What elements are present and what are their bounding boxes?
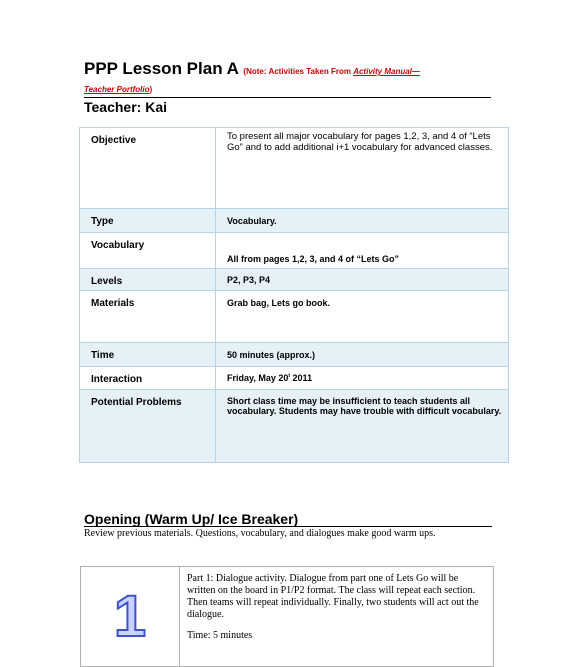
table-row (80, 209, 509, 233)
note-link: Activity Manual— (353, 67, 420, 76)
title-rule (84, 97, 491, 98)
page-title: PPP Lesson Plan A (84, 59, 239, 78)
lesson-plan-table (79, 127, 509, 463)
row-value: To present all major vocabulary for pages 1,2, 3, and 4 of “Lets Go” and to add additional i+1 vocabulary for advanced classes. (216, 128, 509, 209)
activity-description-cell (180, 567, 494, 667)
date-year: 2011 (290, 373, 313, 383)
note-suffix: ) (149, 85, 153, 94)
note-prefix: (Note: Activities Taken From (243, 67, 354, 76)
table-row (81, 567, 494, 667)
row-label: Materials (80, 291, 216, 343)
row-value: Short class time may be insufficient to teach students all vocabulary. Students may have trouble with difficult vocabulary. (216, 390, 509, 463)
activity-table (80, 566, 494, 667)
table-row (80, 291, 509, 343)
table-row (80, 128, 509, 209)
table-row (80, 390, 509, 463)
row-label: Potential Problems (80, 390, 216, 463)
row-value: Grab bag, Lets go book. (216, 291, 509, 343)
row-value: All from pages 1,2, 3, and 4 of “Lets Go” (216, 233, 509, 269)
opening-heading: Opening (Warm Up/ Ice Breaker) (84, 511, 299, 527)
table-row (80, 269, 509, 291)
note-italic: Teacher Portfolio (84, 85, 150, 94)
date-text: Friday, May 20 (227, 373, 289, 383)
title-line (84, 59, 494, 97)
activity-number-cell (81, 567, 180, 667)
opening-review: Review previous materials. Questions, vocabulary, and dialogues make good warm ups. (84, 528, 436, 539)
row-label: Interaction (80, 367, 216, 390)
opening-rule (84, 526, 492, 527)
row-label: Vocabulary (80, 233, 216, 269)
teacher-heading: Teacher: Kai (84, 99, 167, 115)
row-value: P2, P3, P4 (216, 269, 509, 291)
row-label: Levels (80, 269, 216, 291)
table-row (80, 367, 509, 390)
activity-description: Part 1: Dialogue activity. Dialogue from part one of Lets Go will be written on the board in P1/P2 format. The class will repeat each section. Then teams will repeat individually. Finally, two students will act out the dialogue. (187, 573, 479, 620)
row-label: Objective (80, 128, 216, 209)
activity-time: Time: 5 minutes (187, 630, 253, 641)
activity-number: 1 (113, 583, 147, 649)
date-sup: t (288, 373, 291, 379)
table-row (80, 233, 509, 269)
row-value: 50 minutes (approx.) (216, 343, 509, 367)
row-value (216, 367, 509, 390)
row-label: Type (80, 209, 216, 233)
table-row (80, 343, 509, 367)
row-value: Vocabulary. (216, 209, 509, 233)
row-label: Time (80, 343, 216, 367)
